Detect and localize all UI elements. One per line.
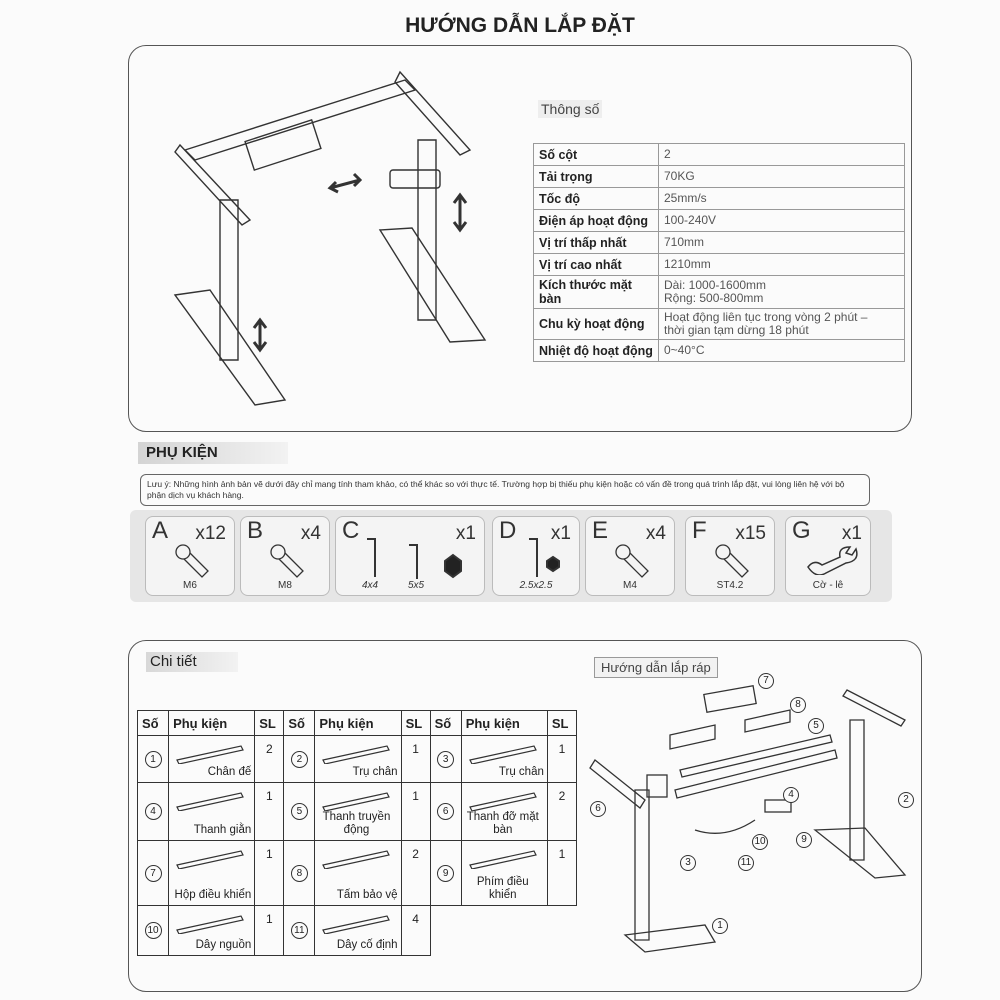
part-qty: 1 [547, 736, 576, 783]
parts-row [138, 906, 577, 956]
part-qty: 4 [401, 906, 430, 956]
spec-value: 1210mm [659, 254, 905, 276]
spec-value: 0~40°C [659, 340, 905, 362]
part-cell [315, 841, 401, 906]
spec-value: 2 [659, 144, 905, 166]
part-qty: 2 [255, 736, 284, 783]
accessory-g [785, 516, 871, 596]
part-qty: 1 [401, 783, 430, 841]
part-name: Dây nguồn [195, 939, 252, 951]
col-qty: SL [547, 711, 576, 736]
col-no: Số [430, 711, 461, 736]
callout-6: 6 [590, 801, 606, 817]
part-number: 7 [145, 865, 162, 882]
part-illustration-icon [175, 742, 245, 764]
accessory-letter: E [592, 517, 609, 544]
part-illustration-icon [175, 789, 245, 811]
spec-key: Tải trọng [534, 166, 659, 188]
spec-value: 25mm/s [659, 188, 905, 210]
part-qty: 1 [401, 736, 430, 783]
spec-key: Chu kỳ hoạt động [534, 309, 659, 340]
part-illustration-icon [321, 912, 391, 934]
spec-row [534, 276, 905, 309]
part-illustration-icon [321, 847, 391, 869]
desk-frame-illustration [150, 60, 520, 420]
callout-9: 9 [796, 832, 812, 848]
callout-11: 11 [738, 855, 754, 871]
col-part: Phụ kiện [461, 711, 547, 736]
col-qty: SL [255, 711, 284, 736]
part-illustration-icon [468, 789, 538, 811]
parts-table [137, 710, 577, 956]
part-qty: 2 [547, 783, 576, 841]
part-name: Hộp điều khiển [174, 889, 252, 901]
part-number: 2 [291, 751, 308, 768]
part-qty: 1 [255, 783, 284, 841]
part-illustration-icon [321, 742, 391, 764]
col-qty: SL [401, 711, 430, 736]
part-cell [315, 736, 401, 783]
part-illustration-icon [468, 742, 538, 764]
screw-icon [614, 543, 650, 579]
page-title: HƯỚNG DẪN LẮP ĐẶT [405, 14, 635, 37]
accessory-a [145, 516, 235, 596]
spec-key: Nhiệt độ hoạt động [534, 340, 659, 362]
accessory-size: M4 [623, 580, 637, 591]
accessory-e [585, 516, 675, 596]
part-number: 8 [291, 865, 308, 882]
accessory-c [335, 516, 485, 596]
callout-1: 1 [712, 918, 728, 934]
col-part: Phụ kiện [169, 711, 255, 736]
bolt-icon [269, 543, 305, 579]
spec-value: 100-240V [659, 210, 905, 232]
callout-2: 2 [898, 792, 914, 808]
part-number: 9 [437, 865, 454, 882]
specs-table [533, 143, 905, 362]
part-name: Thanh truyền động [322, 811, 391, 836]
accessory-d [492, 516, 580, 596]
part-number: 3 [437, 751, 454, 768]
spec-row [534, 232, 905, 254]
spec-value: 710mm [659, 232, 905, 254]
accessory-qty: x1 [455, 523, 476, 544]
spec-row [534, 254, 905, 276]
part-cell [169, 906, 255, 956]
parts-row [138, 783, 577, 841]
accessory-letter: B [247, 517, 264, 544]
accessory-size: M8 [278, 580, 292, 591]
part-cell [461, 736, 547, 783]
part-name: Thanh giằn [193, 824, 252, 836]
part-number: 6 [437, 803, 454, 820]
spec-row [534, 210, 905, 232]
accessory-b [240, 516, 330, 596]
spec-value: 70KG [659, 166, 905, 188]
spec-row [534, 340, 905, 362]
accessory-qty: x4 [645, 523, 666, 544]
part-name: Phím điều khiển [476, 876, 529, 901]
col-part: Phụ kiện [315, 711, 401, 736]
exploded-assembly-illustration [585, 680, 915, 960]
spec-key: Kích thước mặt bàn [534, 276, 659, 309]
part-name: Chân đế [207, 766, 252, 778]
hex-key-icon [361, 531, 471, 581]
bolt-icon [174, 543, 210, 579]
spec-key: Tốc độ [534, 188, 659, 210]
part-cell [169, 783, 255, 841]
part-name: Trụ chân [498, 766, 544, 778]
callout-5: 5 [808, 718, 824, 734]
spec-row [534, 188, 905, 210]
part-cell [315, 783, 401, 841]
accessory-f [685, 516, 775, 596]
accessory-letter: C [342, 517, 360, 544]
accessory-size: 2.5x2.5 [519, 580, 553, 591]
callout-4: 4 [783, 787, 799, 803]
accessory-qty: x15 [735, 523, 766, 544]
callout-7: 7 [758, 673, 774, 689]
callout-3: 3 [680, 855, 696, 871]
screw-icon [714, 543, 750, 579]
details-heading: Chi tiết [146, 652, 238, 672]
parts-row [138, 841, 577, 906]
part-number: 4 [145, 803, 162, 820]
spec-row [534, 166, 905, 188]
part-name: Trụ chân [352, 766, 398, 778]
spec-key: Số cột [534, 144, 659, 166]
spec-value: Dài: 1000-1600mm Rộng: 500-800mm [659, 276, 905, 309]
accessory-size: Cờ - lê [812, 580, 844, 591]
hex-key-icon [523, 531, 573, 581]
part-number: 1 [145, 751, 162, 768]
wrench-icon [804, 545, 859, 575]
part-qty: 1 [547, 841, 576, 906]
part-qty: 1 [255, 841, 284, 906]
part-qty: 1 [255, 906, 284, 956]
part-qty: 2 [401, 841, 430, 906]
part-number: 10 [145, 922, 162, 939]
spec-key: Điện áp hoạt động [534, 210, 659, 232]
accessory-letter: G [792, 517, 811, 544]
spec-value: Hoạt động liên tục trong vòng 2 phút – thời gian tạm dừng 18 phút [659, 309, 905, 340]
part-cell [315, 906, 401, 956]
spec-key: Vị trí thấp nhất [534, 232, 659, 254]
part-cell [461, 841, 547, 906]
part-illustration-icon [175, 847, 245, 869]
col-no: Số [138, 711, 169, 736]
part-illustration-icon [468, 847, 538, 869]
accessory-letter: F [692, 517, 707, 544]
part-number: 11 [291, 922, 308, 939]
part-illustration-icon [321, 789, 391, 811]
callout-10: 10 [752, 834, 768, 850]
part-name: Thanh đỡ mặt bàn [466, 811, 539, 836]
parts-row [138, 736, 577, 783]
part-number: 5 [291, 803, 308, 820]
part-cell [461, 783, 547, 841]
accessory-qty: x1 [550, 523, 571, 544]
accessory-qty: x4 [300, 523, 321, 544]
accessory-size: 5x5 [408, 580, 425, 591]
spec-key: Vị trí cao nhất [534, 254, 659, 276]
accessory-size: M6 [183, 580, 197, 591]
accessory-qty: x12 [195, 523, 226, 544]
assembly-label: Hướng dẫn lắp ráp [594, 657, 718, 678]
accessories-note: Lưu ý: Những hình ảnh bản vẽ dưới đây chỉ mang tính tham khảo, có thể khác so với thực tế. Trường hợp bị thiếu phụ kiện hoặc có vấn đề trong quá trình lắp đặt, vui lòng liên hệ với bộ phận dịch vụ khách hàng. [140, 474, 870, 506]
accessory-qty: x1 [841, 523, 862, 544]
accessory-size: 4x4 [362, 580, 379, 591]
accessory-letter: D [499, 517, 517, 544]
spec-row [534, 144, 905, 166]
part-illustration-icon [175, 912, 245, 934]
part-name: Tấm bảo vệ [336, 889, 398, 901]
callout-8: 8 [790, 697, 806, 713]
specs-label: Thông số [538, 100, 602, 118]
accessories-heading: PHỤ KIỆN [138, 442, 288, 464]
accessory-letter: A [152, 517, 169, 544]
part-name: Dây cố định [336, 939, 398, 951]
part-cell [169, 841, 255, 906]
accessory-size: ST4.2 [716, 580, 744, 591]
part-cell [169, 736, 255, 783]
col-no: Số [284, 711, 315, 736]
spec-row [534, 309, 905, 340]
